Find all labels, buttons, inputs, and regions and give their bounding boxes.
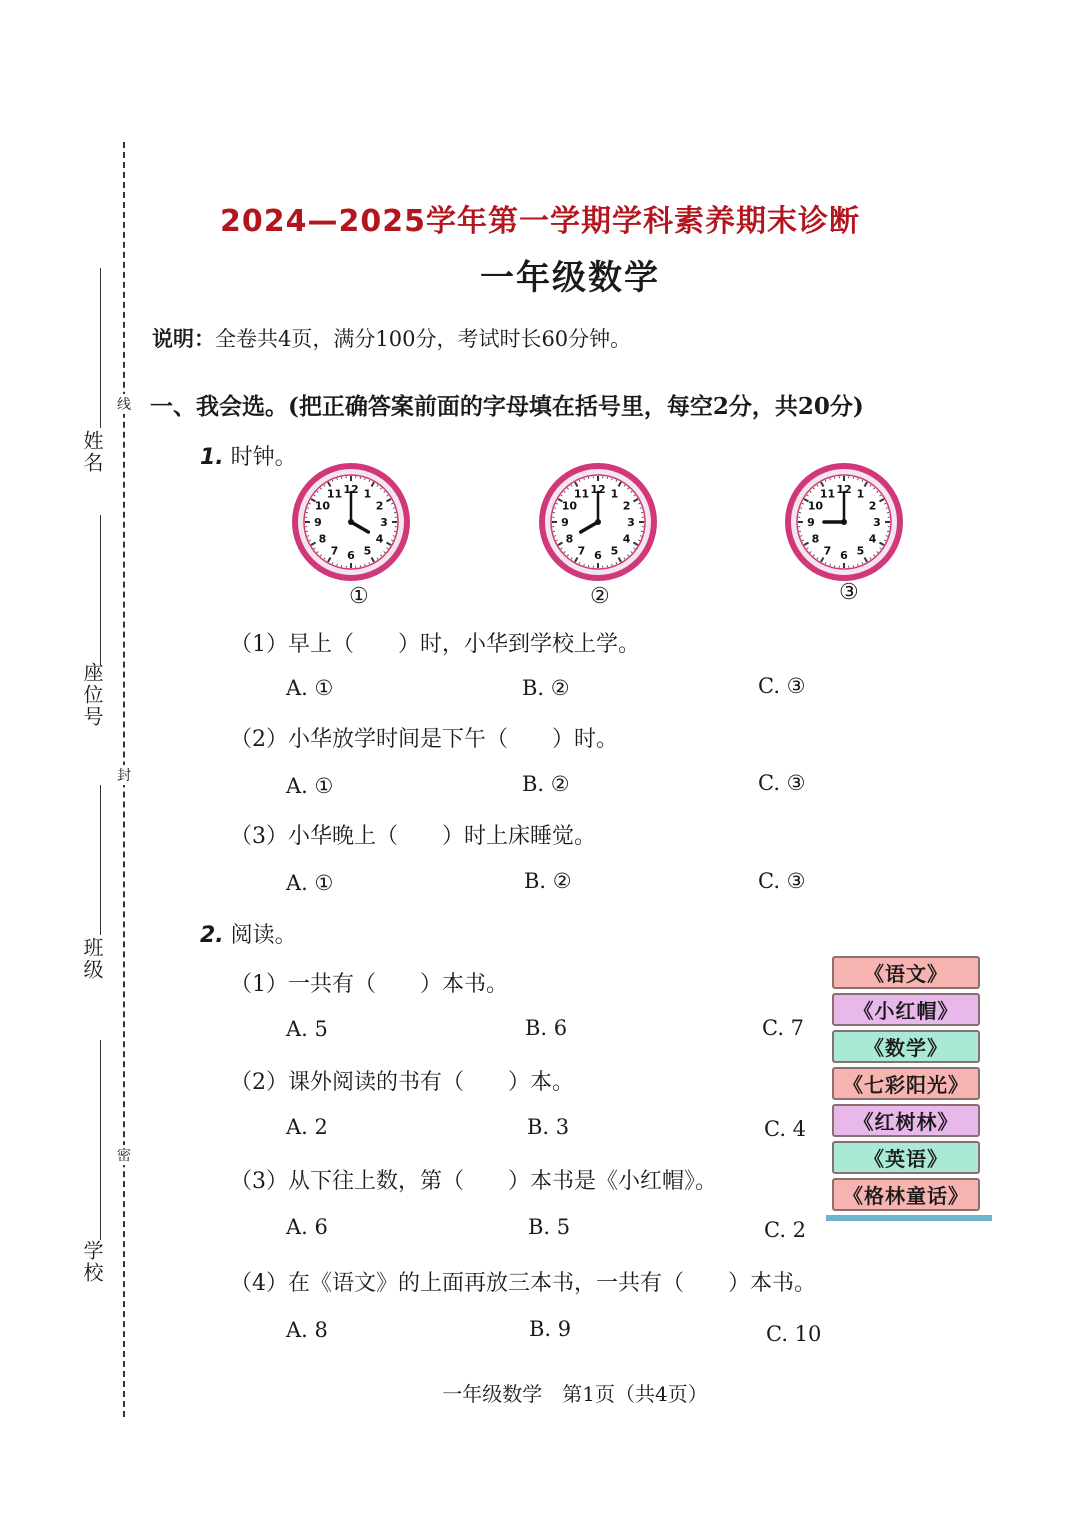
seat-write-line — [100, 515, 101, 665]
clock-numeral: 11 — [573, 487, 590, 501]
clock-numeral: 11 — [819, 487, 836, 501]
q2-sub3: （3）从下往上数，第（ ）本书是《小红帽》。 — [230, 1169, 717, 1194]
q2-sub1: （1）一共有（ ）本书。 — [230, 972, 508, 997]
q1-sub2-option-a: A. ① — [286, 774, 334, 798]
exam-note — [152, 323, 631, 353]
q1-sub1-option-b: B. ② — [522, 676, 570, 700]
clock-numeral: 3 — [380, 516, 388, 529]
book: 《英语》 — [832, 1141, 980, 1174]
clock-2-label: ② — [590, 584, 610, 609]
clock-numeral: 9 — [314, 516, 322, 529]
q1-sub3-option-c: C. ③ — [758, 869, 806, 893]
exam-title: 2024—2025学年第一学期学科素养期末诊断 — [220, 204, 860, 239]
clock-numeral: 4 — [868, 532, 877, 546]
q2-title: 阅读。 — [230, 923, 297, 948]
clock-numeral: 9 — [561, 516, 569, 529]
book: 《小红帽》 — [832, 993, 980, 1026]
q2-number: 2. — [200, 923, 224, 948]
clock-numeral: 7 — [823, 544, 832, 558]
clock-center — [348, 519, 354, 525]
clock-numeral: 5 — [610, 544, 619, 558]
clock-numeral: 1 — [856, 487, 865, 501]
clock-numeral: 7 — [330, 544, 339, 558]
clock-numeral: 12 — [343, 483, 359, 496]
clock-numeral: 12 — [836, 483, 852, 496]
book: 《格林童话》 — [832, 1178, 980, 1211]
name-label: 姓名 — [80, 430, 104, 474]
school-write-line — [100, 1040, 101, 1240]
clock-numeral: 10 — [561, 499, 578, 513]
page-footer: 一年级数学 第1页（共4页） — [442, 1382, 708, 1406]
clock-center — [595, 519, 601, 525]
q2-sub3-option-a: A. 6 — [286, 1215, 328, 1239]
q2-heading — [200, 918, 297, 949]
book: 《红树林》 — [832, 1104, 980, 1137]
clock-numeral: 3 — [627, 516, 635, 529]
clock-numeral: 10 — [807, 499, 824, 513]
seat-label: 座位号 — [80, 662, 104, 728]
q2-sub2: （2）课外阅读的书有（ ）本。 — [230, 1070, 574, 1095]
q1-sub1-option-c: C. ③ — [758, 674, 806, 698]
q1-sub1: （1）早上（ ）时，小华到学校上学。 — [230, 632, 640, 657]
q1-sub2: （2）小华放学时间是下午（ ）时。 — [230, 727, 618, 752]
clock-numeral: 6 — [594, 549, 602, 562]
q1-sub3-option-b: B. ② — [524, 869, 572, 893]
book: 《语文》 — [832, 956, 980, 989]
q2-sub1-option-a: A. 5 — [286, 1017, 328, 1041]
q1-sub3-option-a: A. ① — [286, 871, 334, 895]
q2-sub2-option-b: B. 3 — [527, 1115, 570, 1139]
clock-numeral: 8 — [318, 532, 327, 546]
seal-char-seal: 封 — [117, 765, 131, 785]
clock-1 — [291, 462, 411, 582]
clock-numeral: 1 — [610, 487, 619, 501]
q2-sub4-option-b: B. 9 — [529, 1317, 572, 1341]
book: 《七彩阳光》 — [832, 1067, 980, 1100]
exam-subtitle: 一年级数学 — [480, 258, 660, 298]
clock-numeral: 4 — [375, 532, 384, 546]
q2-sub2-option-a: A. 2 — [286, 1115, 328, 1139]
q2-sub1-option-c: C. 7 — [762, 1016, 805, 1040]
book: 《数学》 — [832, 1030, 980, 1063]
q1-sub2-option-c: C. ③ — [758, 771, 806, 795]
clock-numeral: 7 — [577, 544, 586, 558]
clock-numeral: 2 — [622, 499, 631, 513]
clock-numeral: 3 — [873, 516, 881, 529]
clock-numeral: 6 — [840, 549, 848, 562]
note-label: 说明： — [152, 326, 215, 351]
clock-numeral: 6 — [347, 549, 355, 562]
seal-char-secret: 密 — [117, 1145, 131, 1165]
q2-sub1-option-b: B. 6 — [525, 1016, 568, 1040]
clock-3-label: ③ — [839, 580, 859, 605]
q2-sub4-option-c: C. 10 — [766, 1322, 822, 1346]
clock-numeral: 12 — [590, 483, 606, 496]
clock-numeral: 8 — [565, 532, 574, 546]
q2-sub4-option-a: A. 8 — [286, 1318, 328, 1342]
clock-numeral: 5 — [363, 544, 372, 558]
clock-numeral: 11 — [326, 487, 343, 501]
school-label: 学校 — [80, 1240, 104, 1284]
q2-sub3-option-b: B. 5 — [528, 1215, 571, 1239]
clock-3 — [784, 462, 904, 582]
q1-title: 时钟。 — [230, 445, 297, 470]
bookshelf — [826, 1215, 992, 1221]
clock-numeral: 8 — [811, 532, 820, 546]
clock-numeral: 2 — [375, 499, 384, 513]
clock-1-label: ① — [349, 584, 369, 609]
q1-number: 1. — [200, 445, 224, 470]
section-heading: 一、我会选。(把正确答案前面的字母填在括号里，每空2分，共20分) — [150, 393, 864, 420]
clock-2 — [538, 462, 658, 582]
q1-heading — [200, 440, 297, 471]
q2-sub3-option-c: C. 2 — [764, 1218, 807, 1242]
q1-sub2-option-b: B. ② — [522, 772, 570, 796]
class-write-line — [100, 785, 101, 935]
clock-numeral: 9 — [807, 516, 815, 529]
clock-numeral: 10 — [314, 499, 331, 513]
q1-sub3: （3）小华晚上（ ）时上床睡觉。 — [230, 824, 596, 849]
clock-numeral: 1 — [363, 487, 372, 501]
note-text: 全卷共4页，满分100分，考试时长60分钟。 — [215, 327, 632, 351]
clock-numeral: 4 — [622, 532, 631, 546]
clock-numeral: 2 — [868, 499, 877, 513]
seal-char-line: 线 — [117, 394, 131, 414]
clock-numeral: 5 — [856, 544, 865, 558]
q2-sub2-option-c: C. 4 — [764, 1117, 807, 1141]
class-label: 班级 — [80, 937, 104, 981]
q2-sub4: （4）在《语文》的上面再放三本书，一共有（ ）本书。 — [230, 1271, 816, 1296]
clock-center — [841, 519, 847, 525]
q1-sub1-option-a: A. ① — [286, 676, 334, 700]
